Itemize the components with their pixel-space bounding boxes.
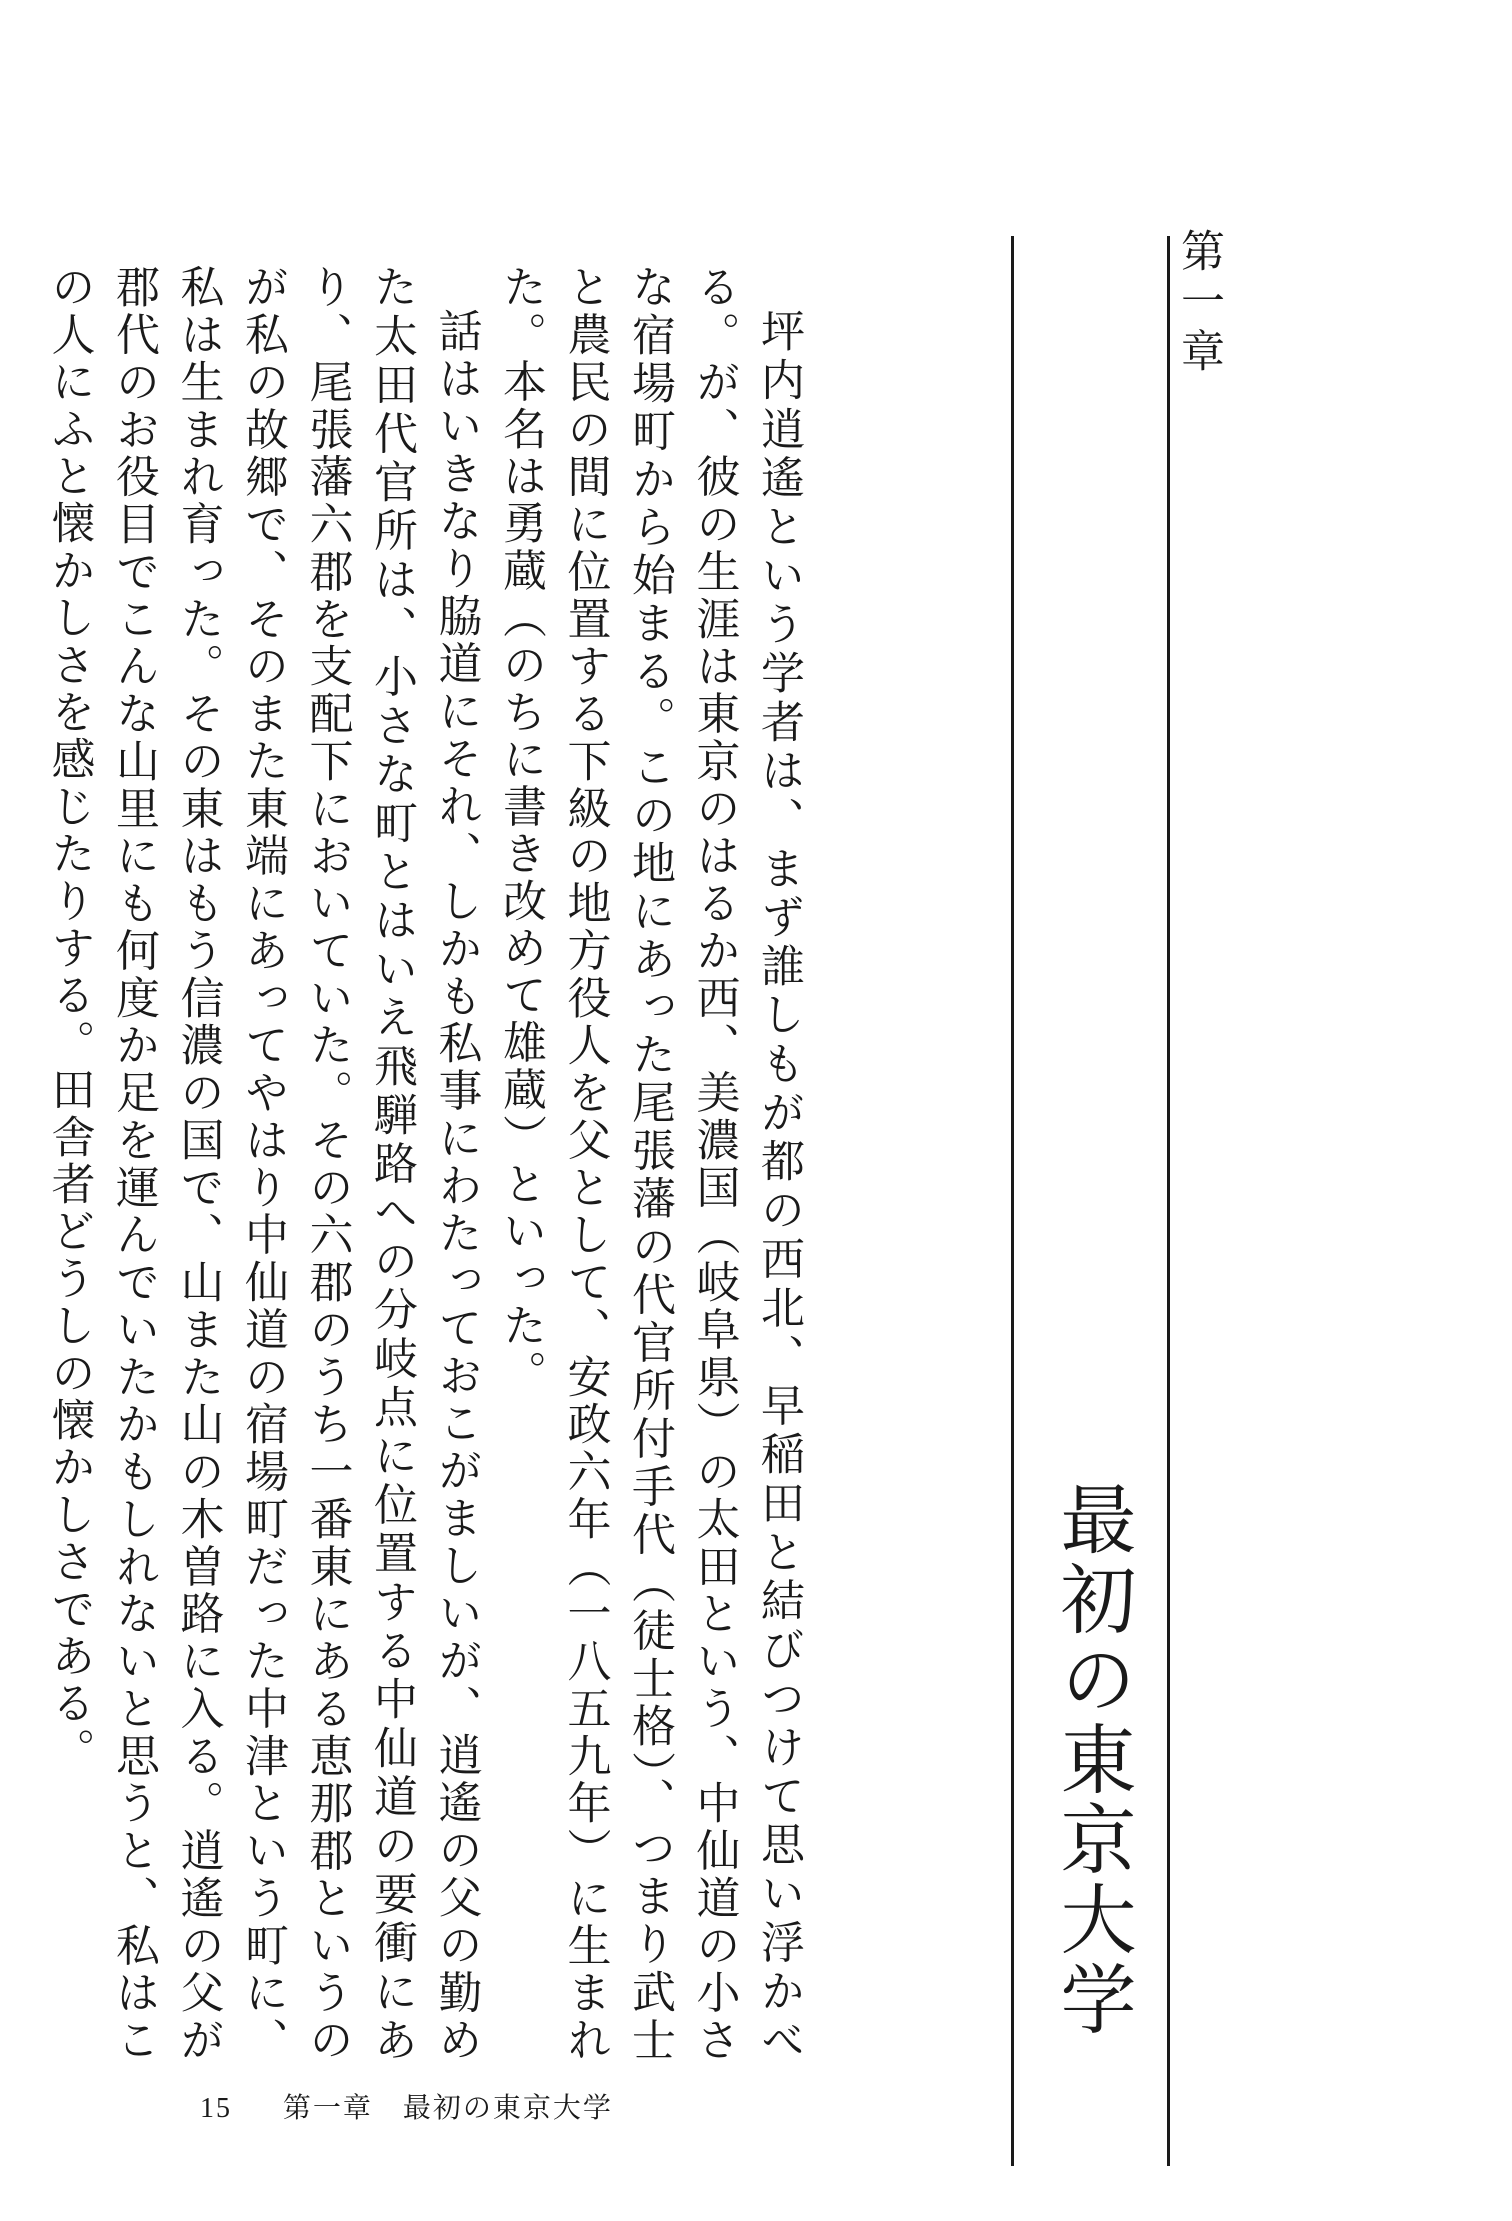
heading-rule-left [1011,236,1014,2166]
page-footer [200,2086,613,2126]
chapter-label: 第一章 [1173,228,1224,378]
chapter-title: 最初の東京大学 [1048,1480,1137,2040]
paragraph-2: 話はいきなり脇道にそれ、しかも私事にわたっておこがましいが、逍遙の父の勤めた太田代官所は、小さな町とはいえ飛騨路への分岐点に位置する中仙道の要衝にあり、尾張藩六郡を支配下においていた。その六郡のうち一番東にある恵那郡というのが私の故郷で、そのまた東端にあってやはり中仙道の宿場町だった中津という町に、私は生まれ育った。その東はもう信濃の国で、山また山の木曽路に入る。逍遙の父が郡代のお役目でこんな山里にも何度か足を運んでいたかもしれないと思うと、私はこの人にふと懐かしさを感じたりする。田舎者どうしの懐かしさである。 [43,264,482,2064]
heading-rule-right [1167,236,1170,2166]
paragraph-1: 坪内逍遙という学者は、まず誰しもが都の西北、早稲田と結びつけて思い浮かべる。が、彼の生涯は東京のはるか西、美濃国（岐阜県）の太田という、中仙道の小さな宿場町から始まる。この地にあった尾張藩の代官所付手代（徒士格）、つまり武士と農民の間に位置する下級の地方役人を父として、安政六年（一八五九年）に生まれた。本名は勇蔵（のちに書き改めて雄蔵）といった。 [495,264,804,2064]
body-text [43,264,810,2064]
page-number: 15 [200,2093,232,2124]
running-head: 第一章 最初の東京大学 [282,2091,613,2124]
